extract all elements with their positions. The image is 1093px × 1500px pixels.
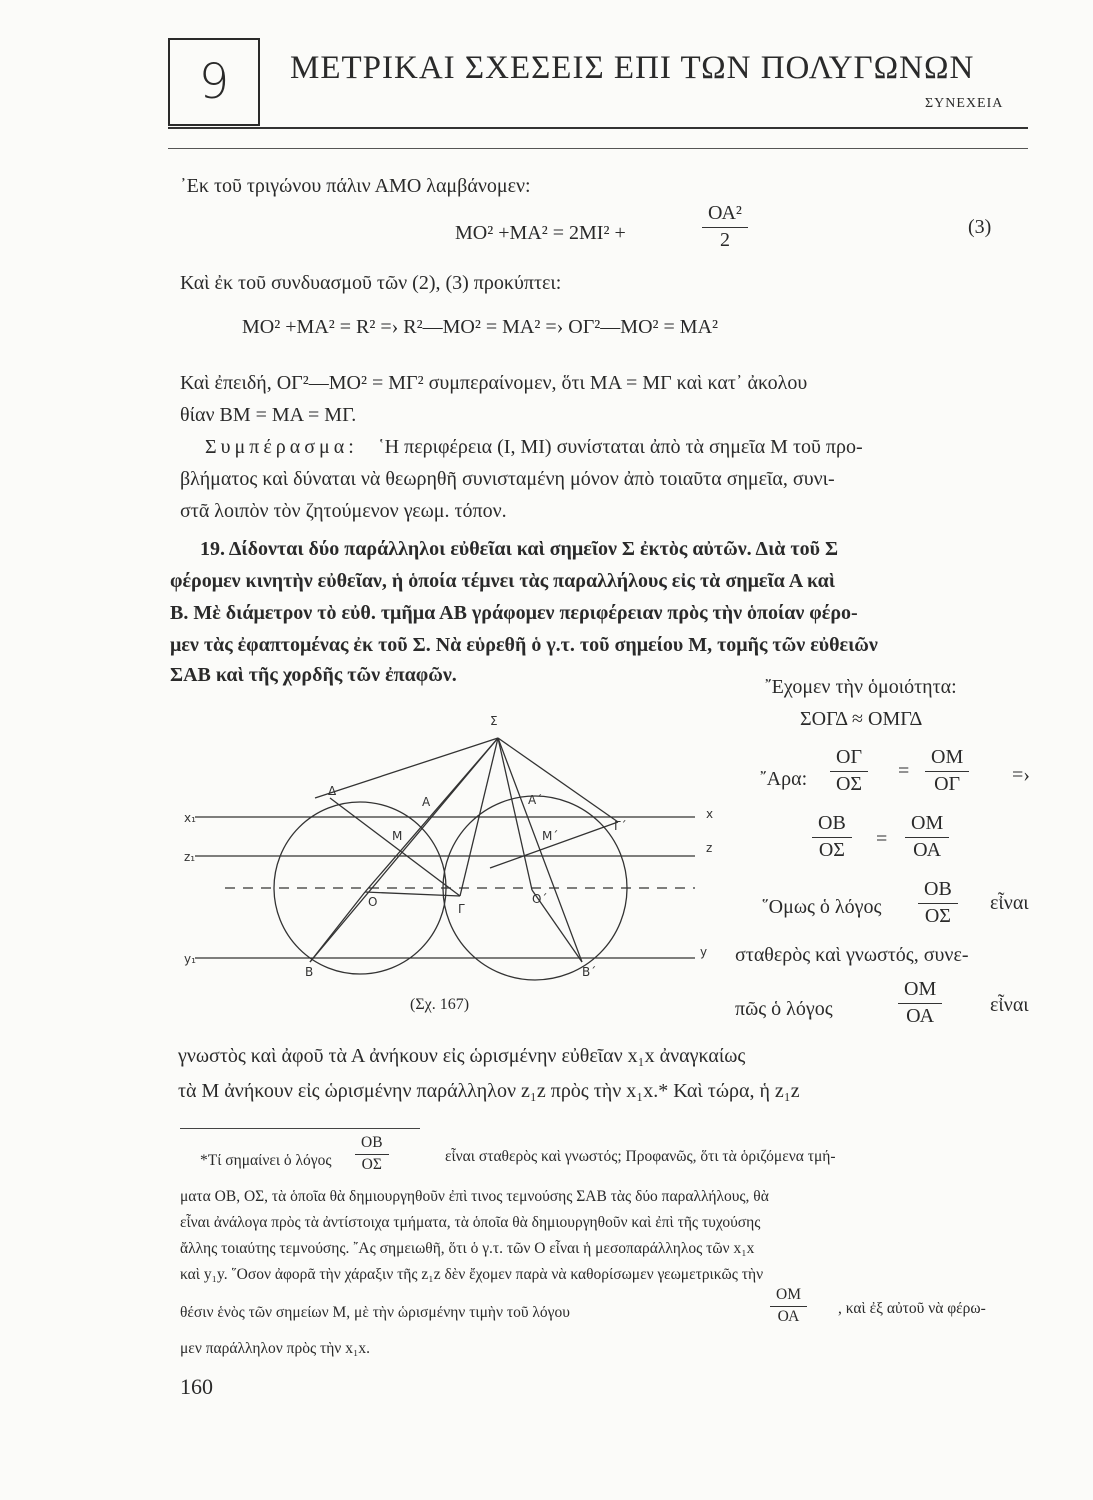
equation-4: ΜΟ² +ΜΑ² = R² =› R²—ΜΟ² = ΜΑ² =› ΟΓ²—ΜΟ² = ΜΑ² bbox=[242, 316, 719, 338]
equation-3-lhs: ΜΟ² +ΜΑ² = 2ΜΙ² + bbox=[455, 222, 626, 244]
equation-3-fraction bbox=[702, 202, 748, 252]
label-g-prime: Γ΄ bbox=[614, 819, 627, 833]
fraction-denominator: ΟΣ bbox=[924, 905, 951, 927]
fraction-om-oa bbox=[905, 812, 949, 862]
therefore-label: ῎Αρα: bbox=[760, 768, 808, 790]
header-rule bbox=[168, 127, 1028, 129]
equation-3-tag: (3) bbox=[968, 216, 992, 238]
footnote-line-6a: θέσιν ἑνὸς τῶν σημείων Μ, μὲ τὴν ὡρισμένην τιμὴν τοῦ λόγου bbox=[180, 1304, 570, 1321]
footnote-line-2: ματα ΟΒ, ΟΣ, τὰ ὁποῖα θὰ δημιουργηθοῦν ἐπὶ τινος τεμνούσης ΣΑΒ τὰς δύο παραλλήλους, θὰ bbox=[180, 1188, 769, 1205]
fraction-numerator: ΟΜ bbox=[770, 1286, 807, 1307]
label-z1: z₁ bbox=[184, 850, 196, 864]
similarity-intro: ῎Εχομεν τὴν ὁμοιότητα: bbox=[765, 676, 957, 698]
therefore-ratio-text: πῶς ὁ λόγος bbox=[735, 998, 833, 1020]
equals-sign: = bbox=[876, 828, 888, 850]
tangent-right bbox=[498, 738, 618, 822]
header-rule-thin bbox=[168, 148, 1028, 149]
footnote-rule bbox=[180, 1128, 420, 1129]
is-text-2: εἶναι bbox=[990, 994, 1029, 1016]
chapter-number: 9 bbox=[198, 54, 230, 110]
fraction-denominator: ΟΣ bbox=[361, 1156, 382, 1173]
footnote-line-1b: εἶναι σταθερὸς καὶ γνωστός; Προφανῶς, ὅτι τὰ ὁριζόμενα τμή- bbox=[445, 1148, 836, 1165]
fraction-numerator: ΟΓ bbox=[830, 746, 868, 772]
label-a: Α bbox=[422, 795, 431, 809]
label-m-prime: Μ΄ bbox=[542, 829, 559, 843]
is-text-1: εἶναι bbox=[990, 892, 1029, 914]
however-text: ῞Ομως ὁ λόγος bbox=[762, 896, 882, 918]
page-number: 160 bbox=[180, 1374, 213, 1399]
chord-dg bbox=[330, 798, 460, 896]
footnote-line-4: ἄλλης τοιαύτης τεμνούσης. ῎Ας σημειωθῆ, ὅτι ὁ γ.τ. τῶν Ο εἶναι ἡ μεσοπαράλληλος τῶν x₁x bbox=[180, 1240, 755, 1257]
problem-19-line-2: φέρομεν κινητὴν εὐθεῖαν, ἡ ὁποία τέμνει τὰς παραλλήλους εἰς τὰ σημεῖα Α καὶ bbox=[170, 570, 835, 592]
footnote-fraction-om-oa bbox=[770, 1286, 807, 1326]
label-g: Γ bbox=[458, 902, 465, 916]
fraction-om-oa-2 bbox=[898, 978, 942, 1028]
fraction-numerator: ΟΜ bbox=[905, 812, 949, 838]
equation-3-numerator: ΟΑ² bbox=[702, 202, 748, 228]
figure-167 bbox=[170, 700, 730, 1000]
right-line-3: σταθερὸς καὶ γνωστός, συνε- bbox=[735, 944, 969, 966]
paragraph-4-line-2: βλήματος καὶ δύναται νὰ θεωρηθῆ συνισταμένη μόνον ἀπὸ τοιαῦτα σημεῖα, συνι- bbox=[180, 468, 835, 490]
label-b: Β bbox=[305, 965, 314, 979]
chapter-title: ΜΕΤΡΙΚΑΙ ΣΧΕΣΕΙΣ ΕΠΙ ΤΩΝ ΠΟΛΥΓΩΝΩΝ bbox=[290, 50, 975, 86]
fraction-ob-os-2 bbox=[918, 878, 958, 928]
fraction-numerator: ΟΒ bbox=[918, 878, 958, 904]
label-a-prime: Α΄ bbox=[528, 793, 543, 807]
footnote-line-1a: *Τί σημαίνει ὁ λόγος bbox=[200, 1152, 332, 1169]
paragraph-4-line-3: στᾶ λοιπὸν τὸν ζητούμενον γεωμ. τόπον. bbox=[180, 500, 507, 522]
paragraph-1: ᾿Εκ τοῦ τριγώνου πάλιν ΑΜΟ λαμβάνομεν: bbox=[180, 175, 531, 197]
footnote-line-7: μεν παράλληλον πρὸς τὴν x₁x. bbox=[180, 1340, 370, 1357]
similarity-relation: ΣΟΓΔ ≈ ΟΜΓΔ bbox=[800, 708, 923, 730]
label-y1: y₁ bbox=[184, 952, 196, 966]
problem-19-line-1: 19. Δίδονται δύο παράλληλοι εὐθεῖαι καὶ σημεῖον Σ ἐκτὸς αὐτῶν. Διὰ τοῦ Σ bbox=[200, 538, 839, 560]
fraction-denominator: ΟΓ bbox=[934, 773, 961, 795]
paragraph-4-line-1: ῾Η περιφέρεια (Ι, ΜΙ) συνίσταται ἀπὸ τὰ σημεῖα Μ τοῦ προ- bbox=[378, 436, 863, 458]
label-y: y bbox=[700, 945, 708, 959]
problem-19-line-5: ΣΑΒ καὶ τῆς χορδῆς τῶν ἐπαφῶν. bbox=[170, 664, 457, 686]
equals-sign: = bbox=[898, 760, 910, 782]
fraction-denominator: ΟΣ bbox=[818, 839, 845, 861]
figure-caption: (Σχ. 167) bbox=[410, 996, 470, 1013]
fraction-denominator: ΟΣ bbox=[835, 773, 863, 795]
line-o-b bbox=[310, 892, 365, 962]
label-sigma: Σ bbox=[490, 714, 498, 728]
fraction-ob-os bbox=[812, 812, 852, 862]
label-x1: x₁ bbox=[184, 811, 196, 825]
label-x: x bbox=[706, 807, 714, 821]
footnote-fraction-ob-os bbox=[355, 1134, 389, 1174]
label-o-prime: Ο΄ bbox=[532, 892, 548, 906]
label-delta: Δ bbox=[328, 784, 337, 798]
equation-3-denominator: 2 bbox=[719, 229, 730, 251]
fraction-denominator: ΟΑ bbox=[777, 1308, 800, 1325]
footnote-line-6b: , καὶ ἐξ αὐτοῦ νὰ φέρω- bbox=[838, 1300, 986, 1317]
tangent-left bbox=[315, 738, 498, 798]
fraction-om-og bbox=[925, 746, 969, 796]
paragraph-3-line-1: Καὶ ἐπειδή, ΟΓ²—ΜΟ² = ΜΓ² συμπεραίνομεν, ὅτι ΜΑ = ΜΓ καὶ κατ᾿ ἀκολου bbox=[180, 372, 808, 394]
fraction-numerator: ΟΜ bbox=[898, 978, 942, 1004]
problem-19-line-3: Β. Μὲ διάμετρον τὸ εὐθ. τμῆμα ΑΒ γράφομεν περιφέρειαν πρὸς τὴν ὁποίαν φέρο- bbox=[170, 602, 858, 624]
fraction-numerator: ΟΒ bbox=[355, 1134, 389, 1155]
label-z: z bbox=[706, 841, 713, 855]
paragraph-5-line-1: γνωστὸς καὶ ἀφοῦ τὰ Α ἀνήκουν εἰς ὡρισμένην εὐθεῖαν x₁x ἀναγκαίως bbox=[178, 1045, 746, 1067]
label-b-prime: Β΄ bbox=[582, 965, 597, 979]
footnote-line-5: καὶ y₁y. ῞Οσον ἀφορᾶ τὴν χάραξιν τῆς z₁z δὲν ἔχομεν παρὰ νὰ καθορίσωμεν γεωμετρικῶς τὴν bbox=[180, 1266, 764, 1283]
chapter-number-box bbox=[168, 38, 260, 126]
fraction-numerator: ΟΒ bbox=[812, 812, 852, 838]
paragraph-5-line-2: τὰ Μ ἀνήκουν εἰς ὡρισμένην παράλληλον z₁z πρὸς τὴν x₁x.* Καὶ τώρα, ἡ z₁z bbox=[178, 1080, 800, 1102]
fraction-denominator: ΟΑ bbox=[906, 1005, 935, 1027]
label-o: Ο bbox=[368, 895, 378, 909]
fraction-denominator: ΟΑ bbox=[913, 839, 942, 861]
fraction-numerator: ΟΜ bbox=[925, 746, 969, 772]
chapter-subtitle: ΣΥΝΕΧΕΙΑ bbox=[925, 96, 1004, 111]
paragraph-3-line-2: θίαν ΒΜ = ΜΑ = ΜΓ. bbox=[180, 404, 357, 426]
paragraph-2: Καὶ ἐκ τοῦ συνδυασμοῦ τῶν (2), (3) προκύπτει: bbox=[180, 272, 562, 294]
fraction-og-os bbox=[830, 746, 868, 796]
conclusion-label: Συμπέρασμα: bbox=[205, 436, 358, 458]
footnote-line-3: εἶναι ἀνάλογα πρὸς τὰ ἀντίστοιχα τμήματα, τὰ ὁποῖα θὰ δημιουργηθοῦν καὶ ἐπὶ τῆς τυχούσης bbox=[180, 1214, 761, 1231]
label-m: Μ bbox=[392, 829, 403, 843]
implies-sign: =› bbox=[1012, 764, 1030, 786]
problem-19-line-4: μεν τὰς ἐφαπτομένας ἐκ τοῦ Σ. Νὰ εὑρεθῆ ὁ γ.τ. τοῦ σημείου Μ, τομῆς τῶν εὐθειῶν bbox=[170, 634, 878, 656]
